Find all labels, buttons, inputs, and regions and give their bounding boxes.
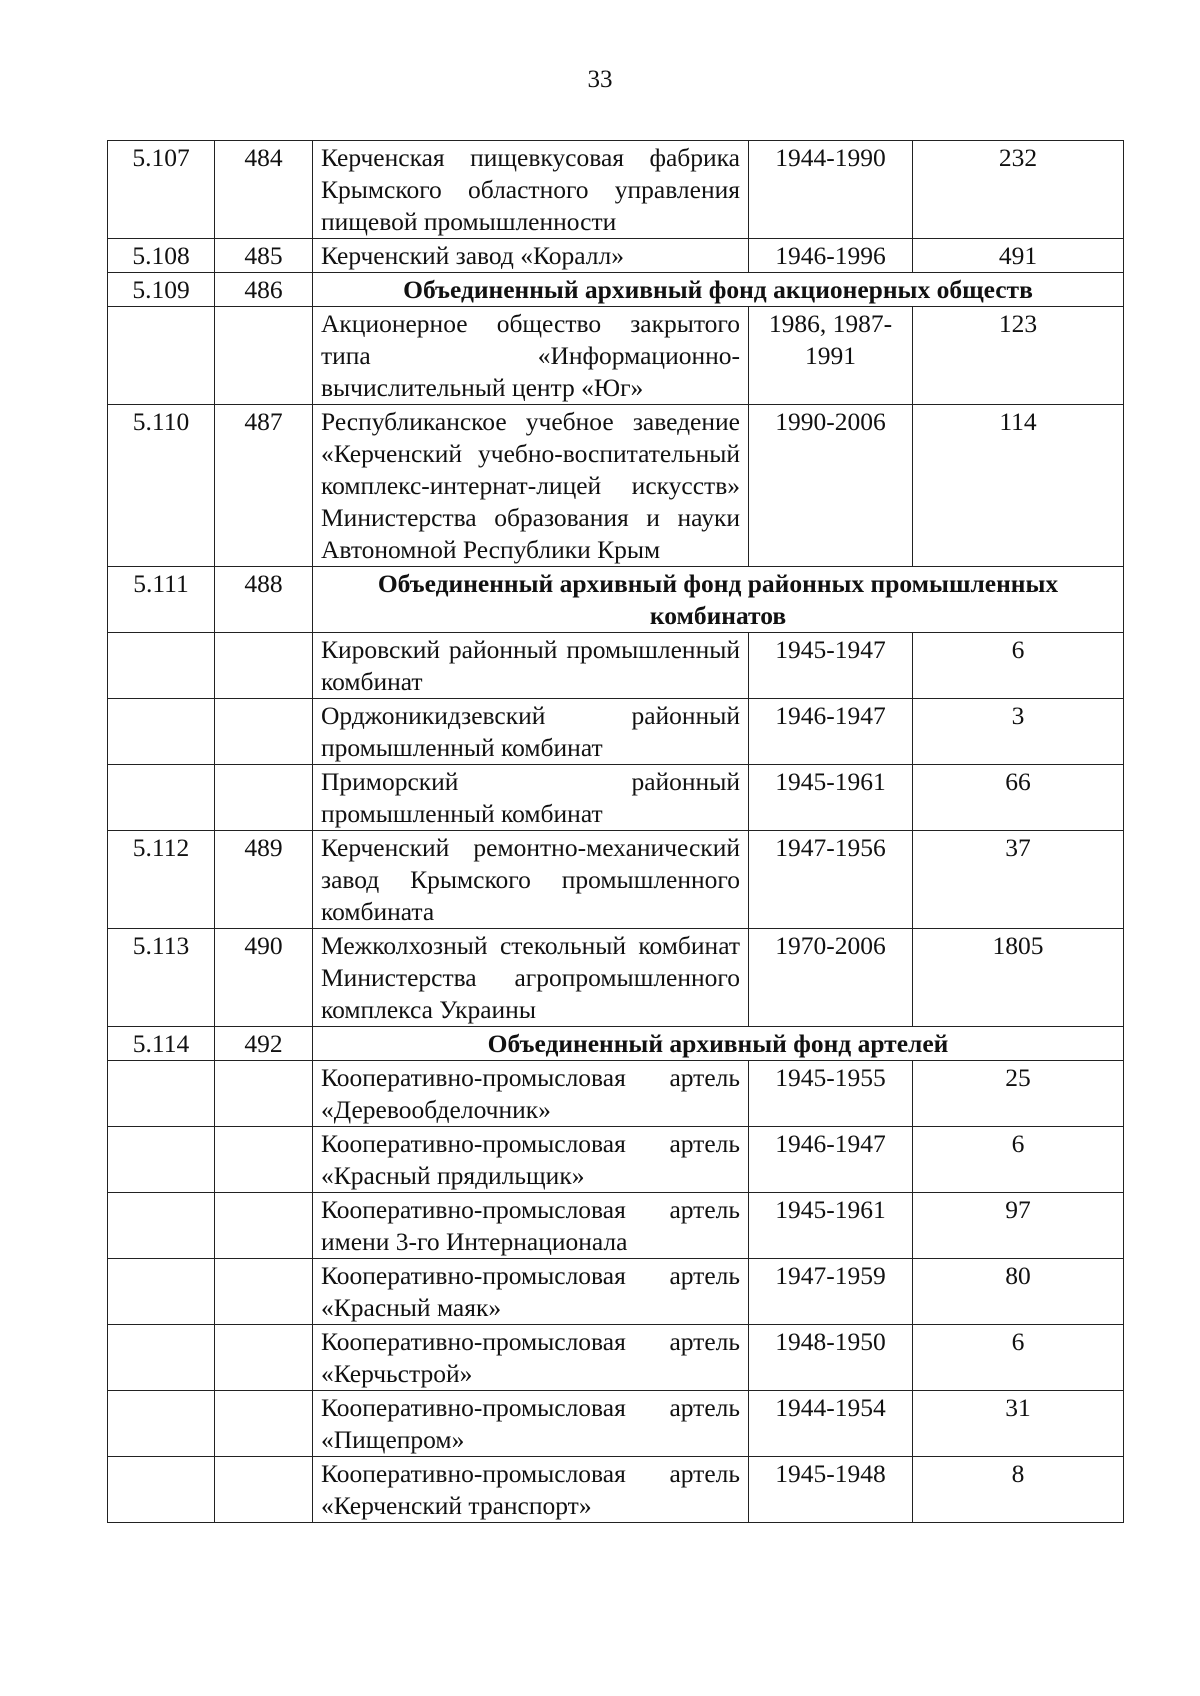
years-cell: 1945-1955 [749,1061,913,1127]
fund-number-cell [215,1061,313,1127]
group-row [108,567,1124,633]
group-row [108,273,1124,307]
years-cell: 1947-1959 [749,1259,913,1325]
fund-number-cell: 487 [215,405,313,567]
fund-number-cell [215,1457,313,1523]
table-row [108,405,1124,567]
table-row [108,831,1124,929]
count-cell: 232 [913,141,1124,239]
years-cell: 1990-2006 [749,405,913,567]
count-cell: 6 [913,633,1124,699]
table-row [108,765,1124,831]
row-number-cell: 5.112 [108,831,215,929]
count-cell: 97 [913,1193,1124,1259]
fund-number-cell: 485 [215,239,313,273]
years-cell: 1947-1956 [749,831,913,929]
fund-number-cell [215,307,313,405]
count-cell: 80 [913,1259,1124,1325]
table-body [108,141,1124,1523]
fund-name-cell: Акционерное общество закрытого типа «Информационно-вычислительный центр «Юг» [313,307,749,405]
row-number-cell: 5.114 [108,1027,215,1061]
fund-name-cell: Кооперативно-промысловая артель «Красный маяк» [313,1259,749,1325]
count-cell: 114 [913,405,1124,567]
years-cell: 1946-1947 [749,699,913,765]
fund-name-cell: Кооперативно-промысловая артель «Пищепром» [313,1391,749,1457]
count-cell: 25 [913,1061,1124,1127]
table-row [108,699,1124,765]
table-row [108,1127,1124,1193]
count-cell: 31 [913,1391,1124,1457]
fund-number-cell [215,765,313,831]
table-row [108,1259,1124,1325]
count-cell: 6 [913,1127,1124,1193]
table-row [108,1391,1124,1457]
row-number-cell: 5.113 [108,929,215,1027]
row-number-cell [108,1259,215,1325]
fund-name-cell: Приморский районный промышленный комбинат [313,765,749,831]
years-cell: 1944-1990 [749,141,913,239]
table-row [108,239,1124,273]
fund-number-cell [215,633,313,699]
group-title-cell: Объединенный архивный фонд акционерных обществ [313,273,1124,307]
table-row [108,1193,1124,1259]
years-cell: 1970-2006 [749,929,913,1027]
fund-number-cell [215,699,313,765]
fund-name-cell: Кировский районный промышленный комбинат [313,633,749,699]
row-number-cell: 5.108 [108,239,215,273]
years-cell: 1946-1996 [749,239,913,273]
fund-name-cell: Керченский завод «Коралл» [313,239,749,273]
row-number-cell [108,307,215,405]
count-cell: 66 [913,765,1124,831]
table-row [108,1457,1124,1523]
fund-number-cell: 489 [215,831,313,929]
group-title-cell: Объединенный архивный фонд районных промышленных комбинатов [313,567,1124,633]
fund-name-cell: Межколхозный стекольный комбинат Министерства агропромышленного комплекса Украины [313,929,749,1027]
row-number-cell [108,633,215,699]
table-row [108,929,1124,1027]
fund-name-cell: Керченская пищевкусовая фабрика Крымского областного управления пищевой промышленности [313,141,749,239]
fund-name-cell: Республиканское учебное заведение «Керченский учебно-воспитательный комплекс-интернат-лицей искусств» Министерства образования и науки Автономной Республики Крым [313,405,749,567]
fund-name-cell: Кооперативно-промысловая артель имени 3-го Интернационала [313,1193,749,1259]
fund-name-cell: Орджоникидзевский районный промышленный комбинат [313,699,749,765]
table-row [108,633,1124,699]
row-number-cell [108,1061,215,1127]
fund-name-cell: Кооперативно-промысловая артель «Керчьстрой» [313,1325,749,1391]
years-cell: 1946-1947 [749,1127,913,1193]
table-row [108,1325,1124,1391]
fund-number-cell: 484 [215,141,313,239]
fund-number-cell [215,1193,313,1259]
table-row [108,307,1124,405]
row-number-cell [108,699,215,765]
fund-number-cell [215,1325,313,1391]
row-number-cell [108,1457,215,1523]
table-row [108,141,1124,239]
fund-number-cell [215,1259,313,1325]
row-number-cell: 5.111 [108,567,215,633]
fund-number-cell: 490 [215,929,313,1027]
years-cell: 1986, 1987-1991 [749,307,913,405]
row-number-cell [108,1391,215,1457]
count-cell: 37 [913,831,1124,929]
count-cell: 3 [913,699,1124,765]
count-cell: 8 [913,1457,1124,1523]
fund-number-cell: 486 [215,273,313,307]
row-number-cell [108,1127,215,1193]
count-cell: 6 [913,1325,1124,1391]
count-cell: 123 [913,307,1124,405]
row-number-cell: 5.110 [108,405,215,567]
fund-name-cell: Кооперативно-промысловая артель «Красный прядильщик» [313,1127,749,1193]
row-number-cell [108,765,215,831]
fund-number-cell: 488 [215,567,313,633]
fund-number-cell [215,1127,313,1193]
group-title-cell: Объединенный архивный фонд артелей [313,1027,1124,1061]
page-number: 33 [587,66,613,93]
fund-name-cell: Кооперативно-промысловая артель «Керченский транспорт» [313,1457,749,1523]
years-cell: 1945-1961 [749,765,913,831]
archive-fund-table [107,140,1124,1523]
years-cell: 1945-1947 [749,633,913,699]
row-number-cell [108,1325,215,1391]
years-cell: 1945-1948 [749,1457,913,1523]
fund-number-cell: 492 [215,1027,313,1061]
fund-name-cell: Кооперативно-промысловая артель «Деревообделочник» [313,1061,749,1127]
row-number-cell: 5.107 [108,141,215,239]
years-cell: 1948-1950 [749,1325,913,1391]
row-number-cell [108,1193,215,1259]
group-row [108,1027,1124,1061]
table-row [108,1061,1124,1127]
fund-number-cell [215,1391,313,1457]
fund-name-cell: Керченский ремонтно-механический завод Крымского промышленного комбината [313,831,749,929]
count-cell: 1805 [913,929,1124,1027]
row-number-cell: 5.109 [108,273,215,307]
years-cell: 1945-1961 [749,1193,913,1259]
count-cell: 491 [913,239,1124,273]
years-cell: 1944-1954 [749,1391,913,1457]
